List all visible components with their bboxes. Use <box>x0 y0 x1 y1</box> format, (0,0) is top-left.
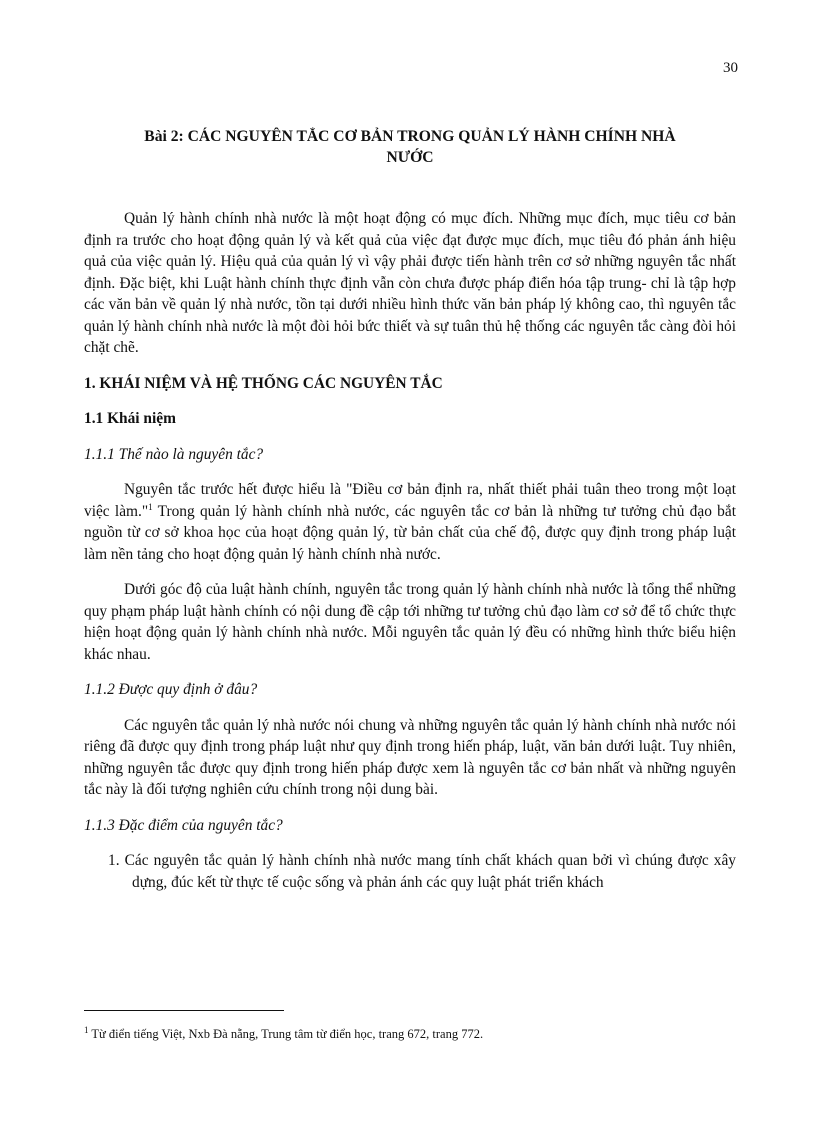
intro-paragraph: Quản lý hành chính nhà nước là một hoạt động có mục đích. Những mục đích, mục tiêu cơ bản định ra trước cho hoạt động quản lý và kết quả của việc đạt được mục đích, mục tiêu đó phản ánh hiệu quả của việc quản lý. Hiệu quả của quản lý vì vậy phải được tiến hành trên cơ sở những nguyên tắc nhất định. Đặc biệt, khi Luật hành chính thực định vẫn còn chưa được pháp điển hóa tập trung- chỉ là tập hợp các văn bản về quản lý nhà nước, tồn tại dưới nhiều hình thức văn bản pháp lý không cao, thì nguyên tắc quản lý hành chính nhà nước là một đòi hỏi bức thiết và sự tuân thủ hệ thống các nguyên tắc càng đòi hỏi chặt chẽ. <box>84 210 736 356</box>
footnote-divider <box>84 1010 284 1011</box>
footnote-reference: 1 <box>148 501 153 512</box>
definition-rest: Trong quản lý hành chính nhà nước, các nguyên tắc cơ bản là những tư tưởng chủ đạo bắt nguồn từ cơ sở khoa học của hoạt động quản lý, từ bản chất của chế độ, được quy định trong pháp luật làm nền tảng cho hoạt động quản lý hành chính nhà nước. <box>84 502 736 563</box>
subsection-heading: 1.1 Khái niệm <box>84 410 176 427</box>
question-heading-2: 1.1.2 Được quy định ở đâu? <box>84 681 258 698</box>
question-heading-1: 1.1.1 Thế nào là nguyên tắc? <box>84 445 264 463</box>
section-heading: 1. KHÁI NIỆM VÀ HỆ THỐNG CÁC NGUYÊN TẮC <box>84 374 443 392</box>
lesson-title: Bài 2: CÁC NGUYÊN TẮC CƠ BẢN TRONG QUẢN LÝ HÀNH CHÍNH NHÀ NƯỚC <box>144 128 676 166</box>
legal-perspective-paragraph: Dưới góc độ của luật hành chính, nguyên tắc trong quản lý hành chính nhà nước là tổng thể những quy phạm pháp luật hành chính có nội dung đề cập tới những tư tưởng chủ đạo làm cơ sở để tổ chức thực hiện hoạt động quản lý hành chính nhà nước. Mỗi nguyên tắc quản lý đều có những hình thức biểu hiện khác nhau. <box>84 581 736 663</box>
page-content <box>84 126 736 893</box>
question-heading-3: 1.1.3 Đặc điểm của nguyên tắc? <box>84 816 283 834</box>
characteristic-item-1: 1. Các nguyên tắc quản lý hành chính nhà nước mang tính chất khách quan bởi vì chúng được xây dựng, đúc kết từ thực tế cuộc sống và phản ánh các quy luật phát triển khách <box>108 852 736 891</box>
regulation-paragraph: Các nguyên tắc quản lý nhà nước nói chung và những nguyên tắc quản lý hành chính nhà nước nói riêng đã được quy định trong pháp luật như quy định trong hiến pháp, luật, văn bản dưới luật. Tuy nhiên, những nguyên tắc được quy định trong hiến pháp được xem là nguyên tắc cơ bản nhất và những nguyên tắc này là đối tượng nghiên cứu chính trong nội dung bài. <box>84 716 736 798</box>
footnote-text: Từ điển tiếng Việt, Nxb Đà nẵng, Trung tâm từ điển học, trang 672, trang 772. <box>88 1027 484 1041</box>
page-number: 30 <box>723 60 738 76</box>
definition-quote: Nguyên tắc trước hết được hiểu là "Điều cơ bản định ra, nhất thiết phải tuân theo trong một loạt việc làm." <box>84 481 736 520</box>
definition-paragraph <box>84 479 736 565</box>
footnote <box>84 1026 483 1042</box>
footnote-mark: 1 <box>84 1024 89 1035</box>
